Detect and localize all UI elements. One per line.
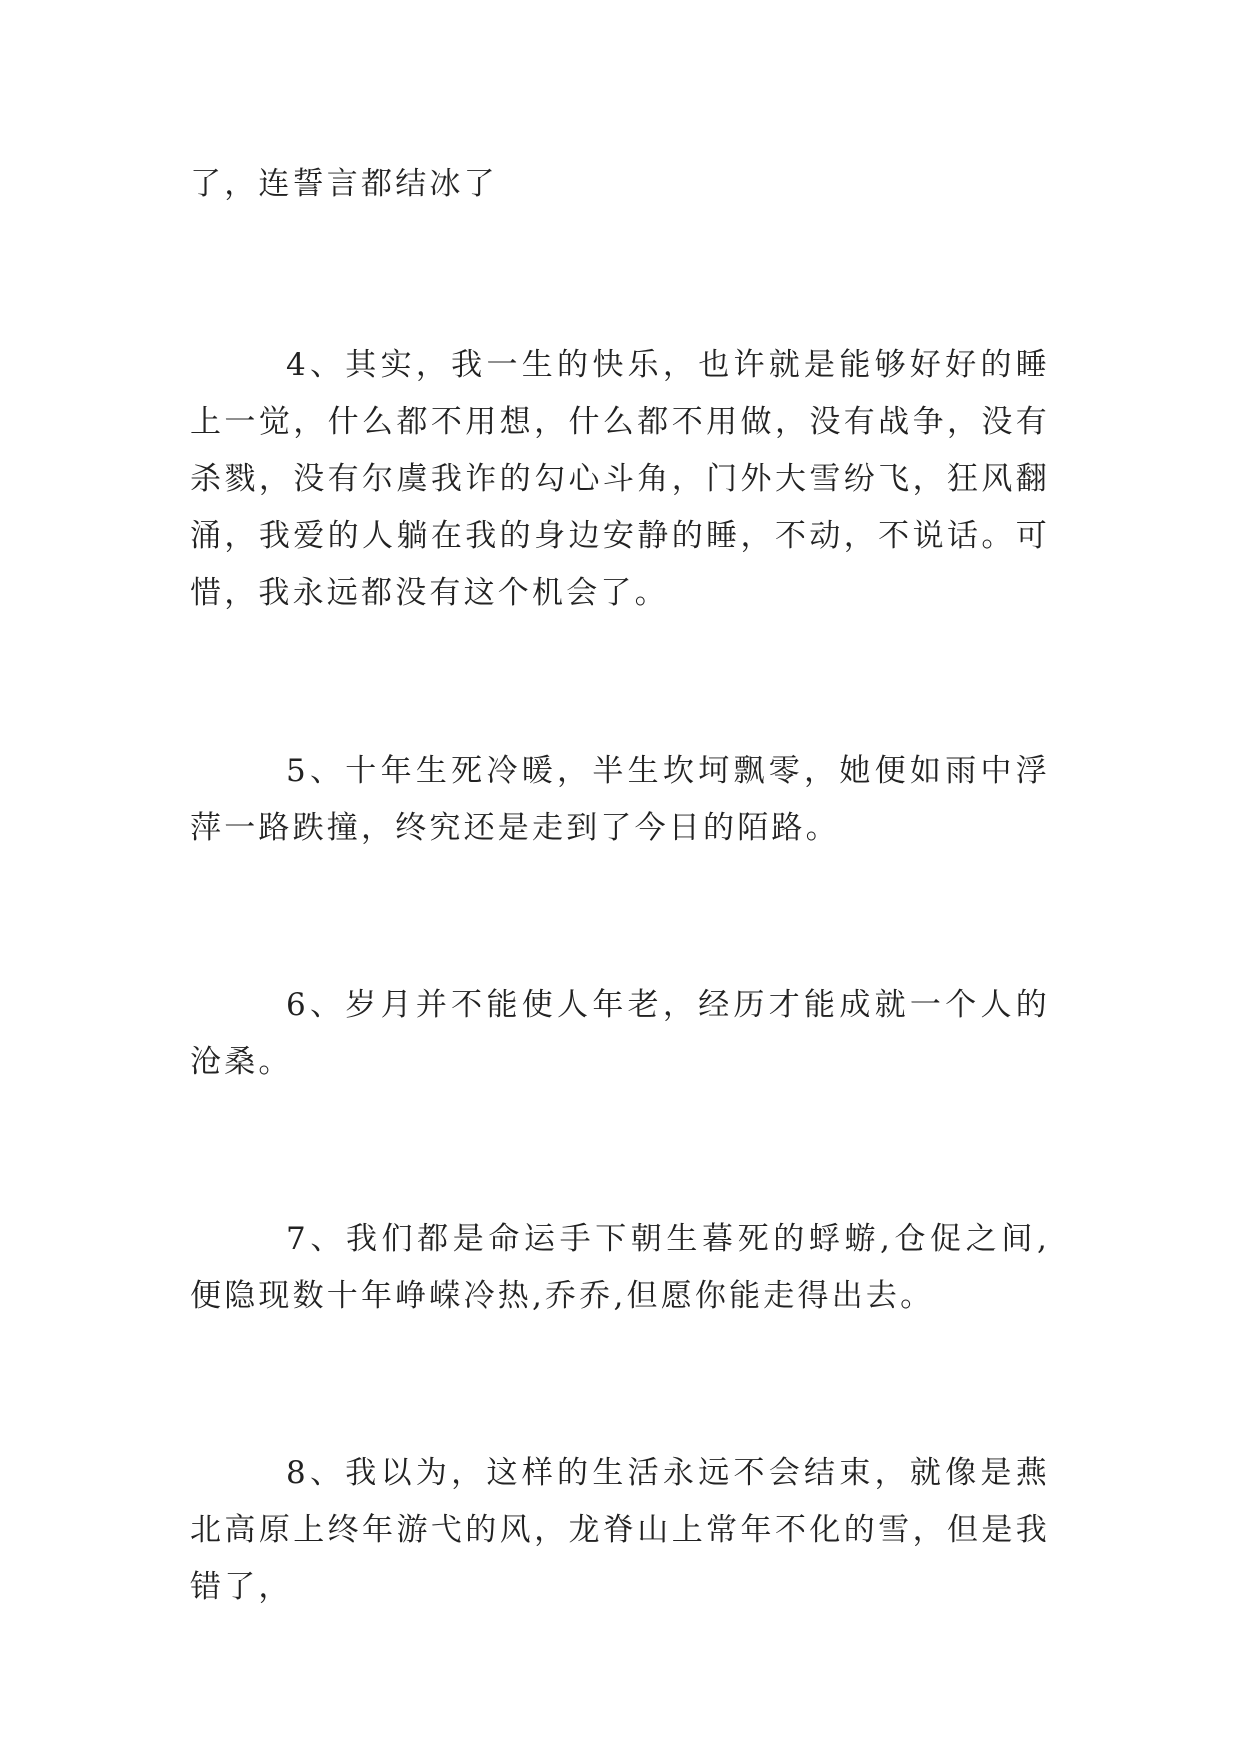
paragraph-item-6: 6、岁月并不能使人年老，经历才能成就一个人的沧桑。: [190, 987, 1050, 1080]
paragraph-item-5: 5、十年生死冷暖，半生坎坷飘零，她便如雨中浮萍一路跌撞，终究还是走到了今日的陌路。: [190, 753, 1050, 846]
paragraph-item-8: 8、我以为，这样的生活永远不会结束，就像是燕北高原上终年游弋的风，龙脊山上常年不化的雪，但是我错了，: [190, 1455, 1050, 1605]
paragraph-continuation: 了，连誓言都结冰了: [190, 166, 498, 202]
paragraph-item-7: 7、我们都是命运手下朝生暮死的蜉蝣,仓促之间,便隐现数十年峥嵘冷热,乔乔,但愿你能走得出去。: [190, 1221, 1050, 1314]
paragraph-item-4: 4、其实，我一生的快乐，也许就是能够好好的睡上一觉，什么都不用想，什么都不用做，没有战争，没有杀戮，没有尔虞我诈的勾心斗角，门外大雪纷飞，狂风翻涌，我爱的人躺在我的身边安静的睡，不动，不说话。可惜，我永远都没有这个机会了。: [190, 347, 1050, 611]
